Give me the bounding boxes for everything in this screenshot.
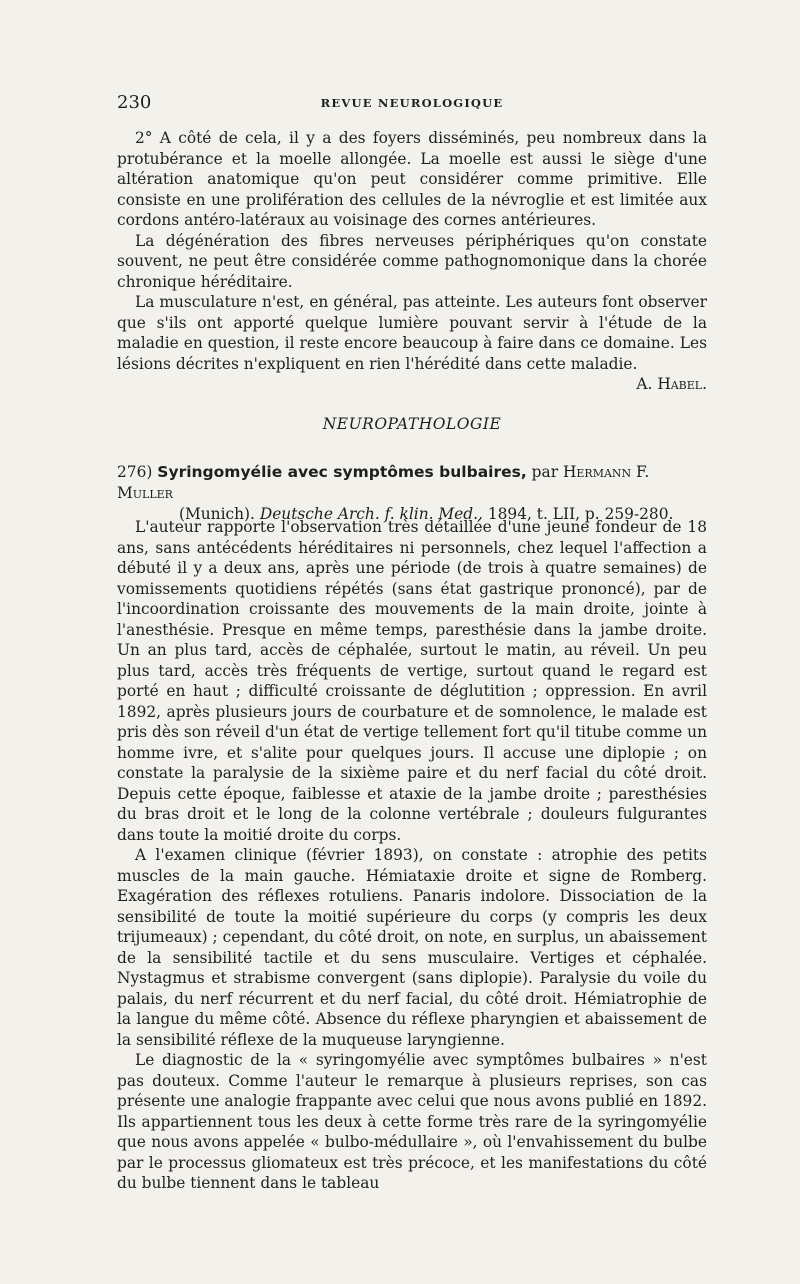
journal-title: REVUE NEUROLOGIQUE bbox=[320, 96, 504, 110]
paragraph-text: La musculature n'est, en général, pas atteinte. Les auteurs font observer que s'ils ont apporté quelque lumière pouvant servir à l'étude de la maladie en question, il reste encore beaucoup à faire dans ce domaine. Les lésions décrites n'expliquent en rien l'hérédité dans cette maladie. bbox=[117, 293, 707, 373]
article-title: Syringomyélie avec symptômes bulbaires, bbox=[157, 463, 527, 481]
previous-article-text bbox=[117, 128, 707, 395]
paragraph: A l'examen clinique (février 1893), on constate : atrophie des petits muscles de la main gauche. Hémiataxie droite et signe de Romberg. Exagération des réflexes rotuliens. Panaris indolore. Dissociation de la sensibilité de toute la moitié supérieure du corps (y compris les deux trijumeaux) ; cependant, du côté droit, on note, en surplus, un abaissement de la sensibilité tactile et du sens musculaire. Vertiges et céphalée. Nystagmus et strabisme convergent (sans diplopie). Paralysie du voile du palais, du nerf récurrent et du nerf facial, du côté droit. Hémiatrophie de la langue du même côté. Absence du réflexe pharyngien et abaissement de la sensibilité réflexe de la muqueuse laryngienne. bbox=[117, 846, 707, 1049]
by-word: par bbox=[531, 463, 559, 481]
article-heading bbox=[117, 462, 707, 525]
citation: 1894, t. LII, p. 259-280. bbox=[487, 505, 674, 523]
page-number: 230 bbox=[117, 92, 152, 113]
journal-name: Deutsche Arch. f. klin. Med., bbox=[259, 505, 483, 523]
article-body bbox=[117, 517, 707, 1194]
article-number: 276) bbox=[117, 463, 153, 481]
author-location: (Munich). bbox=[179, 505, 255, 523]
paragraph bbox=[117, 292, 707, 393]
author-signature: A. Habel. bbox=[636, 375, 707, 393]
paragraph: La dégénération des fibres nerveuses périphériques qu'on constate souvent, ne peut être considérée comme pathognomonique dans la chorée chronique héréditaire. bbox=[117, 231, 707, 291]
article-heading-line-1 bbox=[117, 462, 707, 504]
paragraph: Le diagnostic de la « syringomyélie avec symptômes bulbaires » n'est pas douteux. Comme l'auteur le remarque à plusieurs reprises, son cas présente une analogie frappante avec celui que nous avons publié en 1892. Ils appartiennent tous les deux à cette forme très rare de la syringomyélie que nous avons appelée « bulbo-médullaire », où l'envahissement du bulbe par le processus gliomateux est très précoce, et les manifestations du côté du bulbe tiennent dans le tableau bbox=[117, 1051, 707, 1192]
article-author: Hermann F. Muller bbox=[117, 463, 650, 502]
running-head bbox=[117, 92, 707, 114]
section-heading: NEUROPATHOLOGIE bbox=[322, 415, 502, 433]
paragraph: L'auteur rapporte l'observation très détaillée d'une jeune fondeur de 18 ans, sans antécédents héréditaires ni personnels, chez lequel l'affection a débuté il y a deux ans, après une période (de trois à quatre semaines) de vomissements quotidiens répétés (sans état gastrique prononcé), par de l'incoordination croissante des mouvements de la main droite, jointe à l'anesthésie. Presque en même temps, paresthésie dans la jambe droite. Un an plus tard, accès de céphalée, surtout le matin, au réveil. Un peu plus tard, accès très fréquents de vertige, surtout quand le regard est porté en haut ; difficulté croissante de déglutition ; oppression. En avril 1892, après plusieurs jours de courbature et de somnolence, le malade est pris dès son réveil d'un état de vertige tellement fort qu'il titube comme un homme ivre, et s'alite pour quelques jours. Il accuse une diplopie ; on constate la paralysie de la sixième paire et du nerf facial du côté droit. Depuis cette époque, faiblesse et ataxie de la jambe droite ; paresthésies du bras droit et le long de la colonne vertébrale ; douleurs fulgurantes dans toute la moitié droite du corps. bbox=[117, 518, 707, 844]
paragraph: 2° A côté de cela, il y a des foyers disséminés, peu nombreux dans la protubérance et la moelle allongée. La moelle est aussi le siège d'une altération anatomique qu'on peut considérer comme primitive. Elle consiste en une prolifération des cellules de la névroglie et est limitée aux cordons antéro-latéraux au voisinage des cornes antérieures. bbox=[117, 129, 707, 229]
